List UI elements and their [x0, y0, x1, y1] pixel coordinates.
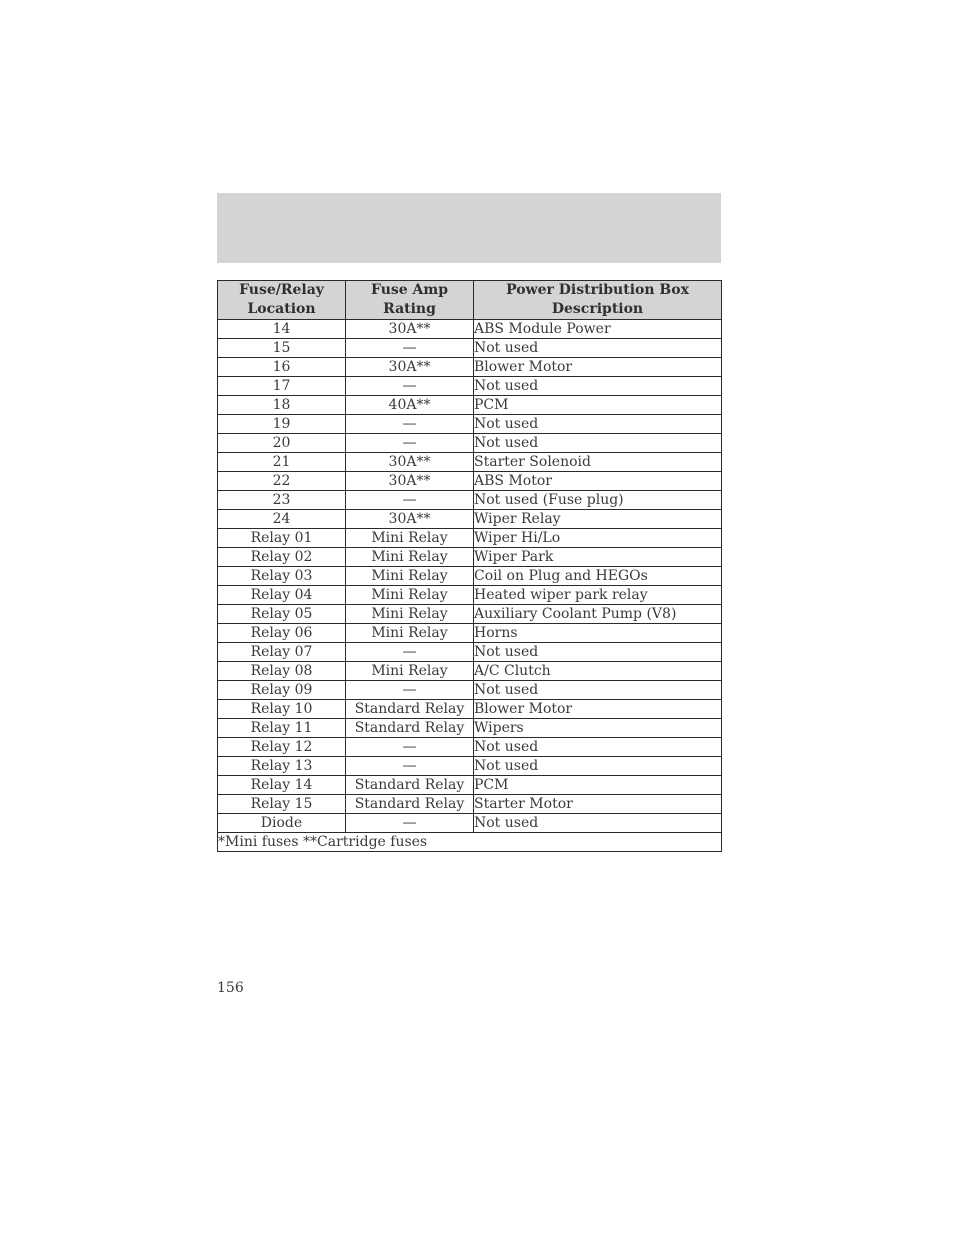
cell-location: Relay 10 [218, 700, 346, 719]
cell-description: Not used (Fuse plug) [474, 491, 722, 510]
cell-location: Relay 09 [218, 681, 346, 700]
cell-description: Not used [474, 434, 722, 453]
table-row [218, 472, 722, 491]
table-row [218, 567, 722, 586]
table-row [218, 339, 722, 358]
cell-location: Relay 14 [218, 776, 346, 795]
cell-location: Diode [218, 814, 346, 833]
cell-location: Relay 12 [218, 738, 346, 757]
table-row [218, 529, 722, 548]
cell-description: Auxiliary Coolant Pump (V8) [474, 605, 722, 624]
cell-location: Relay 01 [218, 529, 346, 548]
table-row [218, 548, 722, 567]
table-row [218, 358, 722, 377]
table-row [218, 738, 722, 757]
header-band [217, 193, 721, 263]
table-row [218, 453, 722, 472]
table-row [218, 624, 722, 643]
cell-amp-rating: Standard Relay [346, 700, 474, 719]
cell-location: Relay 13 [218, 757, 346, 776]
cell-description: A/C Clutch [474, 662, 722, 681]
cell-description: PCM [474, 396, 722, 415]
cell-location: 22 [218, 472, 346, 491]
table-row [218, 434, 722, 453]
cell-amp-rating: 30A** [346, 320, 474, 339]
table-row [218, 377, 722, 396]
cell-amp-rating: — [346, 738, 474, 757]
table-row [218, 415, 722, 434]
cell-location: 17 [218, 377, 346, 396]
table-footnote: *Mini fuses **Cartridge fuses [218, 833, 722, 852]
cell-amp-rating: 30A** [346, 358, 474, 377]
table-row [218, 643, 722, 662]
table-row [218, 320, 722, 339]
cell-description: Starter Motor [474, 795, 722, 814]
cell-amp-rating: — [346, 491, 474, 510]
cell-location: Relay 11 [218, 719, 346, 738]
fuse-relay-table [217, 280, 722, 852]
cell-amp-rating: Mini Relay [346, 586, 474, 605]
cell-description: PCM [474, 776, 722, 795]
cell-description: Blower Motor [474, 358, 722, 377]
cell-amp-rating: Mini Relay [346, 624, 474, 643]
cell-description: Coil on Plug and HEGOs [474, 567, 722, 586]
cell-description: Not used [474, 681, 722, 700]
cell-description: Not used [474, 339, 722, 358]
cell-amp-rating: Mini Relay [346, 662, 474, 681]
cell-location: 15 [218, 339, 346, 358]
cell-location: 16 [218, 358, 346, 377]
cell-location: Relay 04 [218, 586, 346, 605]
cell-amp-rating: — [346, 377, 474, 396]
table-row [218, 757, 722, 776]
cell-amp-rating: — [346, 757, 474, 776]
cell-amp-rating: Mini Relay [346, 548, 474, 567]
cell-location: Relay 06 [218, 624, 346, 643]
cell-amp-rating: — [346, 434, 474, 453]
cell-description: Blower Motor [474, 700, 722, 719]
header-location: Fuse/Relay Location [218, 281, 346, 320]
cell-description: Not used [474, 738, 722, 757]
cell-location: 18 [218, 396, 346, 415]
cell-location: Relay 05 [218, 605, 346, 624]
cell-amp-rating: 30A** [346, 453, 474, 472]
cell-location: Relay 03 [218, 567, 346, 586]
cell-amp-rating: Mini Relay [346, 567, 474, 586]
table-row [218, 700, 722, 719]
page-number: 156 [217, 980, 244, 996]
table-row [218, 662, 722, 681]
cell-amp-rating: — [346, 339, 474, 358]
table-row [218, 586, 722, 605]
cell-description: Starter Solenoid [474, 453, 722, 472]
cell-location: 23 [218, 491, 346, 510]
cell-amp-rating: 40A** [346, 396, 474, 415]
cell-description: Not used [474, 415, 722, 434]
cell-amp-rating: 30A** [346, 472, 474, 491]
cell-description: Not used [474, 377, 722, 396]
cell-description: Not used [474, 757, 722, 776]
cell-amp-rating: Standard Relay [346, 719, 474, 738]
cell-description: Wiper Hi/Lo [474, 529, 722, 548]
cell-amp-rating: — [346, 681, 474, 700]
footnote-row [218, 833, 722, 852]
cell-location: 19 [218, 415, 346, 434]
cell-description: Not used [474, 814, 722, 833]
cell-description: Wiper Park [474, 548, 722, 567]
table-row [218, 776, 722, 795]
table-row [218, 396, 722, 415]
cell-amp-rating: Mini Relay [346, 605, 474, 624]
table-header-row [218, 281, 722, 320]
cell-amp-rating: — [346, 643, 474, 662]
table-row [218, 510, 722, 529]
cell-location: 14 [218, 320, 346, 339]
header-amp-rating: Fuse Amp Rating [346, 281, 474, 320]
cell-location: 21 [218, 453, 346, 472]
cell-description: ABS Module Power [474, 320, 722, 339]
cell-description: Not used [474, 643, 722, 662]
cell-description: Wiper Relay [474, 510, 722, 529]
cell-location: Relay 15 [218, 795, 346, 814]
header-description: Power Distribution Box Description [474, 281, 722, 320]
table-row [218, 491, 722, 510]
cell-location: 20 [218, 434, 346, 453]
table-row [218, 719, 722, 738]
table-row [218, 681, 722, 700]
cell-amp-rating: Standard Relay [346, 776, 474, 795]
cell-description: ABS Motor [474, 472, 722, 491]
table-row [218, 605, 722, 624]
cell-amp-rating: Mini Relay [346, 529, 474, 548]
cell-description: Wipers [474, 719, 722, 738]
cell-location: Relay 02 [218, 548, 346, 567]
cell-amp-rating: 30A** [346, 510, 474, 529]
cell-description: Heated wiper park relay [474, 586, 722, 605]
cell-amp-rating: Standard Relay [346, 795, 474, 814]
cell-location: Relay 08 [218, 662, 346, 681]
table-row [218, 795, 722, 814]
table-row [218, 814, 722, 833]
cell-description: Horns [474, 624, 722, 643]
cell-amp-rating: — [346, 415, 474, 434]
cell-location: 24 [218, 510, 346, 529]
cell-location: Relay 07 [218, 643, 346, 662]
cell-amp-rating: — [346, 814, 474, 833]
